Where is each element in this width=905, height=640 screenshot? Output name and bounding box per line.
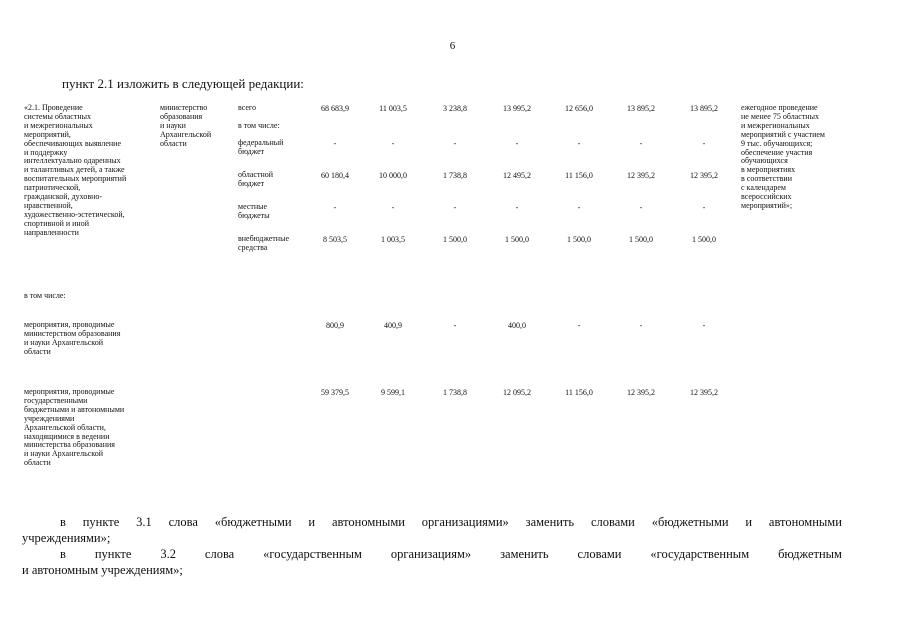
word: пункте	[82, 515, 120, 529]
word: пункте	[94, 547, 132, 561]
word: 3.1	[136, 515, 152, 529]
cell-inst-5: 11 156,0	[565, 388, 593, 397]
ministry-row-label: мероприятия, проводимые министерством образования и науки Архангельской области	[24, 320, 121, 356]
cell-federal-2: -	[391, 139, 395, 148]
word: в	[60, 515, 66, 529]
cell-total-3: 3 238,8	[443, 104, 467, 113]
cell-regional-6: 12 395,2	[627, 171, 655, 180]
cell-local-1: -	[333, 203, 337, 212]
cell-local-6: -	[639, 203, 643, 212]
cell-regional-7: 12 395,2	[690, 171, 718, 180]
word: бюджетным	[778, 547, 842, 561]
cell-inst-3: 1 738,8	[443, 388, 467, 397]
cell-regional-2: 10 000,0	[379, 171, 407, 180]
cell-local-2: -	[391, 203, 395, 212]
cell-extra-3: 1 500,0	[443, 235, 467, 244]
cell-inst-1: 59 379,5	[321, 388, 349, 397]
cell-total-4: 13 995,2	[503, 104, 531, 113]
source-federal: федеральный бюджет	[238, 138, 284, 156]
cell-extra-7: 1 500,0	[692, 235, 716, 244]
cell-ministry-5: -	[577, 321, 581, 330]
cell-regional-3: 1 738,8	[443, 171, 467, 180]
cell-total-5: 12 656,0	[565, 104, 593, 113]
cell-extra-4: 1 500,0	[505, 235, 529, 244]
cell-ministry-3: -	[453, 321, 457, 330]
expected-result: ежегодное проведение не менее 75 областных и межрегиональных мероприятий с участием 9 тыс. обучающихся; обеспечение участия обучающихся в мероприятиях в соответствии с календарем всероссийских мероприятий»;	[741, 103, 825, 210]
cell-ministry-1: 800,9	[326, 321, 344, 330]
cell-ministry-7: -	[702, 321, 706, 330]
cell-inst-6: 12 395,2	[627, 388, 655, 397]
cell-inst-4: 12 095,2	[503, 388, 531, 397]
source-local: местные бюджеты	[238, 202, 270, 220]
cell-inst-7: 12 395,2	[690, 388, 718, 397]
amendment-paragraph-2	[22, 546, 842, 578]
word: словами	[590, 515, 635, 529]
cell-federal-5: -	[577, 139, 581, 148]
word: автономными	[331, 515, 405, 529]
section-heading: пункт 2.1 изложить в следующей редакции:	[62, 76, 304, 91]
amendment-paragraph-1	[22, 514, 842, 546]
word: заменить	[500, 547, 549, 561]
word: «бюджетными	[651, 515, 729, 529]
paragraph-2-line-2: и автономным учреждениям»;	[22, 563, 183, 577]
cell-inst-2: 9 599,1	[381, 388, 405, 397]
word: слова	[168, 515, 198, 529]
word: «государственным	[263, 547, 362, 561]
executor: министерство образования и науки Архангельской области	[160, 103, 212, 148]
measure-name: «2.1. Проведение системы областных и межрегиональных мероприятий, обеспечивающих выявление и поддержку интеллектуально одаренных и талантливых детей, а также воспитательных мероприятий патриотической, гражданской, духовно- нравственной, художественно-эстетической, спортивной и иной направленности	[24, 103, 127, 237]
source-total: всего	[238, 103, 257, 112]
cell-total-2: 11 003,5	[379, 104, 407, 113]
cell-local-3: -	[453, 203, 457, 212]
cell-federal-7: -	[702, 139, 706, 148]
cell-regional-4: 12 495,2	[503, 171, 531, 180]
cell-total-6: 13 895,2	[627, 104, 655, 113]
cell-local-4: -	[515, 203, 519, 212]
word: организациями»	[421, 515, 509, 529]
paragraph-1-line-1	[22, 514, 842, 530]
word: слова	[204, 547, 235, 561]
cell-extra-1: 8 503,5	[323, 235, 347, 244]
cell-total-7: 13 895,2	[690, 104, 718, 113]
word: словами	[577, 547, 622, 561]
cell-regional-1: 60 180,4	[321, 171, 349, 180]
source-regional: областной бюджет	[238, 170, 274, 188]
cell-ministry-2: 400,9	[384, 321, 402, 330]
cell-federal-4: -	[515, 139, 519, 148]
word: «бюджетными	[214, 515, 292, 529]
page-number: 6	[449, 40, 456, 52]
including-label: в том числе:	[24, 291, 66, 300]
word: 3.2	[160, 547, 176, 561]
word: и	[745, 515, 753, 529]
paragraph-2-line-1	[22, 546, 842, 562]
institutions-row-label: мероприятия, проводимые государственными бюджетными и автономными учреждениями Архангельской области, находящимися в ведении министерства образования и науки Архангельской области	[24, 387, 125, 468]
source-including: в том числе:	[238, 121, 280, 130]
cell-federal-6: -	[639, 139, 643, 148]
cell-extra-6: 1 500,0	[629, 235, 653, 244]
cell-regional-5: 11 156,0	[565, 171, 593, 180]
cell-ministry-4: 400,0	[508, 321, 526, 330]
cell-extra-5: 1 500,0	[567, 235, 591, 244]
paragraph-1-line-2: учреждениями»;	[22, 531, 111, 545]
word: организациям»	[390, 547, 472, 561]
cell-ministry-6: -	[639, 321, 643, 330]
cell-total-1: 68 683,9	[321, 104, 349, 113]
cell-extra-2: 1 003,5	[381, 235, 405, 244]
cell-local-7: -	[702, 203, 706, 212]
cell-federal-3: -	[453, 139, 457, 148]
word: «государственным	[650, 547, 750, 561]
cell-local-5: -	[577, 203, 581, 212]
word: в	[60, 547, 66, 561]
cell-federal-1: -	[333, 139, 337, 148]
word: заменить	[525, 515, 575, 529]
word: автономными	[768, 515, 842, 529]
source-extra: внебюджетные средства	[238, 234, 289, 252]
word: и	[308, 515, 316, 529]
